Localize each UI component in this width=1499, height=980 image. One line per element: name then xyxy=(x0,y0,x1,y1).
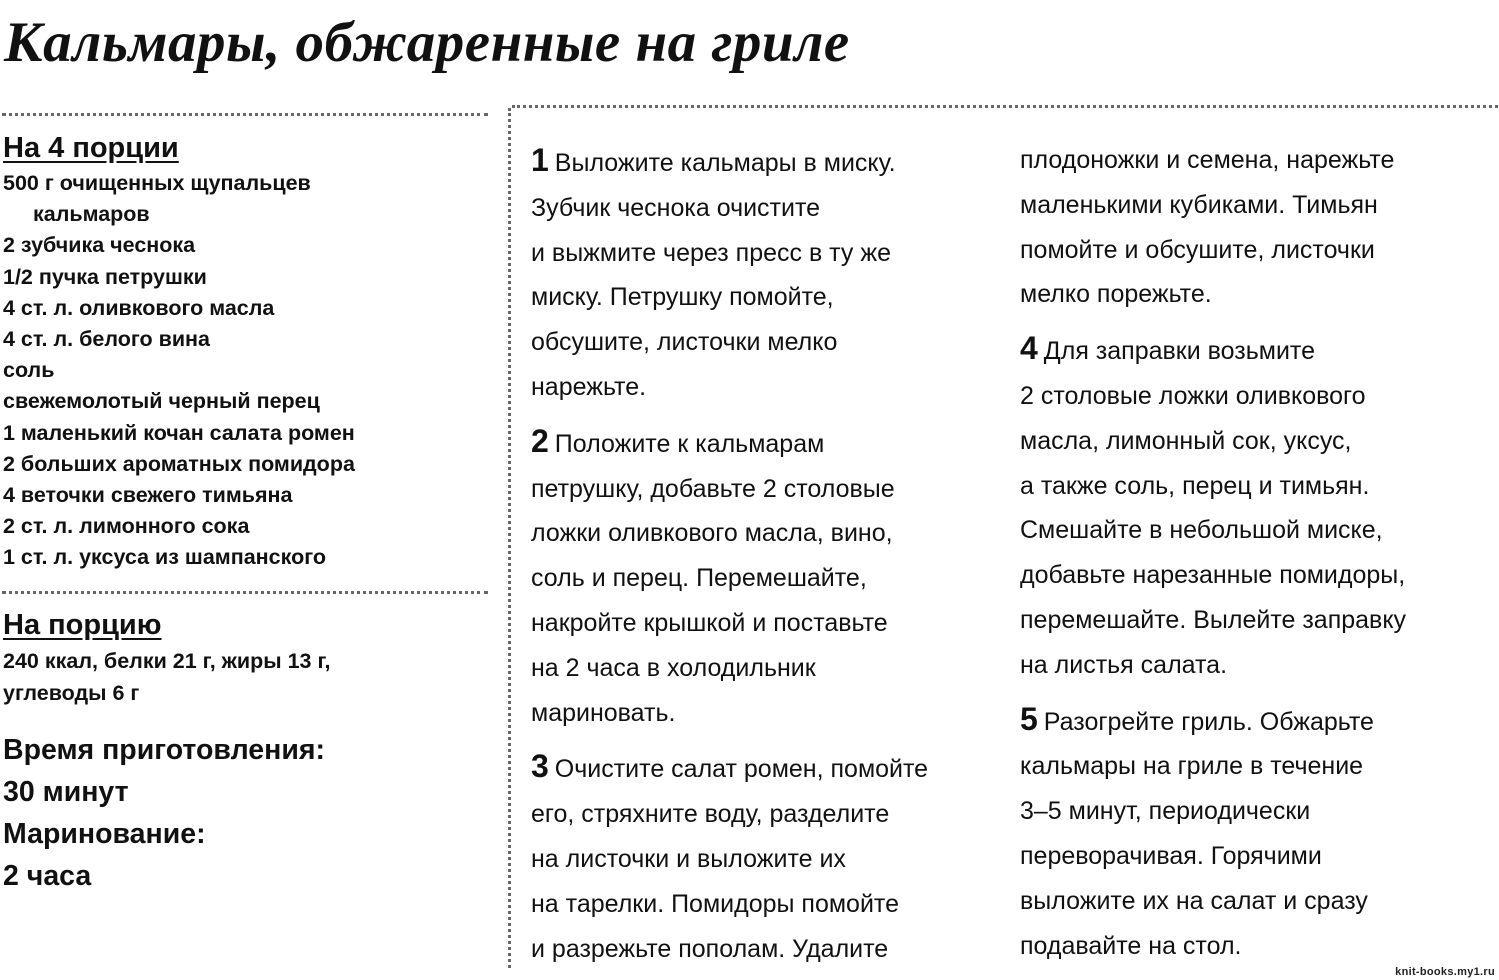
columns-top-divider xyxy=(512,105,1498,108)
ingredient-item: 1 маленький кочан салата ромен xyxy=(3,420,355,445)
recipe-title: Кальмары, обжаренные на гриле xyxy=(4,11,850,74)
ingredient-item: соль xyxy=(3,358,55,383)
sidebar-top-divider xyxy=(2,113,488,116)
cook-time-label: Время приготовления: xyxy=(3,734,326,766)
ingredient-item: свежемолотый черный перец xyxy=(3,389,320,414)
ingredient-item: 4 ст. л. оливкового масла xyxy=(3,295,275,320)
ingredients-list xyxy=(3,168,488,574)
step-number: 3 xyxy=(531,748,549,785)
step-number: 1 xyxy=(531,142,549,178)
step-1 xyxy=(531,138,1001,410)
ingredient-item: 500 г очищенных щупальцев кальмаров xyxy=(3,171,311,227)
steps-column-2 xyxy=(1020,138,1495,977)
ingredient-item: 1/2 пучка петрушки xyxy=(3,264,207,289)
sidebar-middle-divider xyxy=(2,591,488,594)
step-text: Разогрейте гриль. Обжарьте кальмары на гриле в течение 3–5 минут, периодически переворачивая. Горячими выложите их на салат и сразу подавайте на стол. xyxy=(1020,707,1374,960)
nutrition-info: 240 ккал, белки 21 г, жиры 13 г, углеводы 6 г xyxy=(3,649,331,705)
step-4 xyxy=(1020,326,1495,687)
steps-column-1 xyxy=(531,138,1001,980)
step-3-continuation: плодоножки и семена, нарежьте маленькими кубиками. Тимьян помойте и обсушите, листочки мелко порежьте. xyxy=(1020,146,1395,309)
step-number: 2 xyxy=(531,422,549,459)
step-number: 5 xyxy=(1020,700,1038,737)
site-watermark: knit-books.my1.ru xyxy=(1395,966,1495,978)
step-text: Для заправки возьмите 2 столовые ложки оливкового масла, лимонный сок, уксус, а также соль, перец и тимьян. Смешайте в небольшой миске, добавьте нарезанные помидоры, перемешайте. Вылейте заправку на листья салата. xyxy=(1020,337,1407,679)
step-text: Выложите кальмары в миску. Зубчик чеснока очистите и выжмите через пресс в ту же миску. Петрушку помойте, обсушите, листочки мелко нарежьте. xyxy=(531,149,896,401)
ingredient-item: 2 зубчика чеснока xyxy=(3,233,196,258)
step-text: Очистите салат ромен, помойте его, стряхните воду, разделите на листочки и выложите их на тарелки. Помидоры помойте и разрежьте пополам. Удалите xyxy=(531,755,929,963)
servings-heading: На 4 порции xyxy=(3,132,179,164)
nutrition-section xyxy=(3,608,488,709)
ingredient-item: 2 ст. л. лимонного сока xyxy=(3,514,250,539)
ingredients-section xyxy=(3,131,488,574)
marinade-time-value: 2 часа xyxy=(3,860,92,892)
step-text: Положите к кальмарам петрушку, добавьте 2 столовые ложки оливкового масла, вино, соль и перец. Перемешайте, накройте крышкой и поставьте на 2 часа в холодильник мариновать. xyxy=(531,429,895,727)
step-3 xyxy=(531,744,1001,971)
cook-time-value: 30 минут xyxy=(3,776,129,808)
step-5 xyxy=(1020,697,1495,969)
step-2 xyxy=(531,419,1001,736)
sidebar-vertical-divider xyxy=(508,108,511,968)
ingredient-item: 4 ст. л. белого вина xyxy=(3,327,210,352)
ingredient-item: 2 больших ароматных помидора xyxy=(3,451,355,476)
marinade-time-label: Маринование: xyxy=(3,818,206,850)
ingredient-item: 4 веточки свежего тимьяна xyxy=(3,483,293,508)
step-number: 4 xyxy=(1020,330,1038,367)
ingredient-item: 1 ст. л. уксуса из шампанского xyxy=(3,545,327,570)
time-section xyxy=(3,729,488,897)
per-serving-heading: На порцию xyxy=(3,609,162,641)
